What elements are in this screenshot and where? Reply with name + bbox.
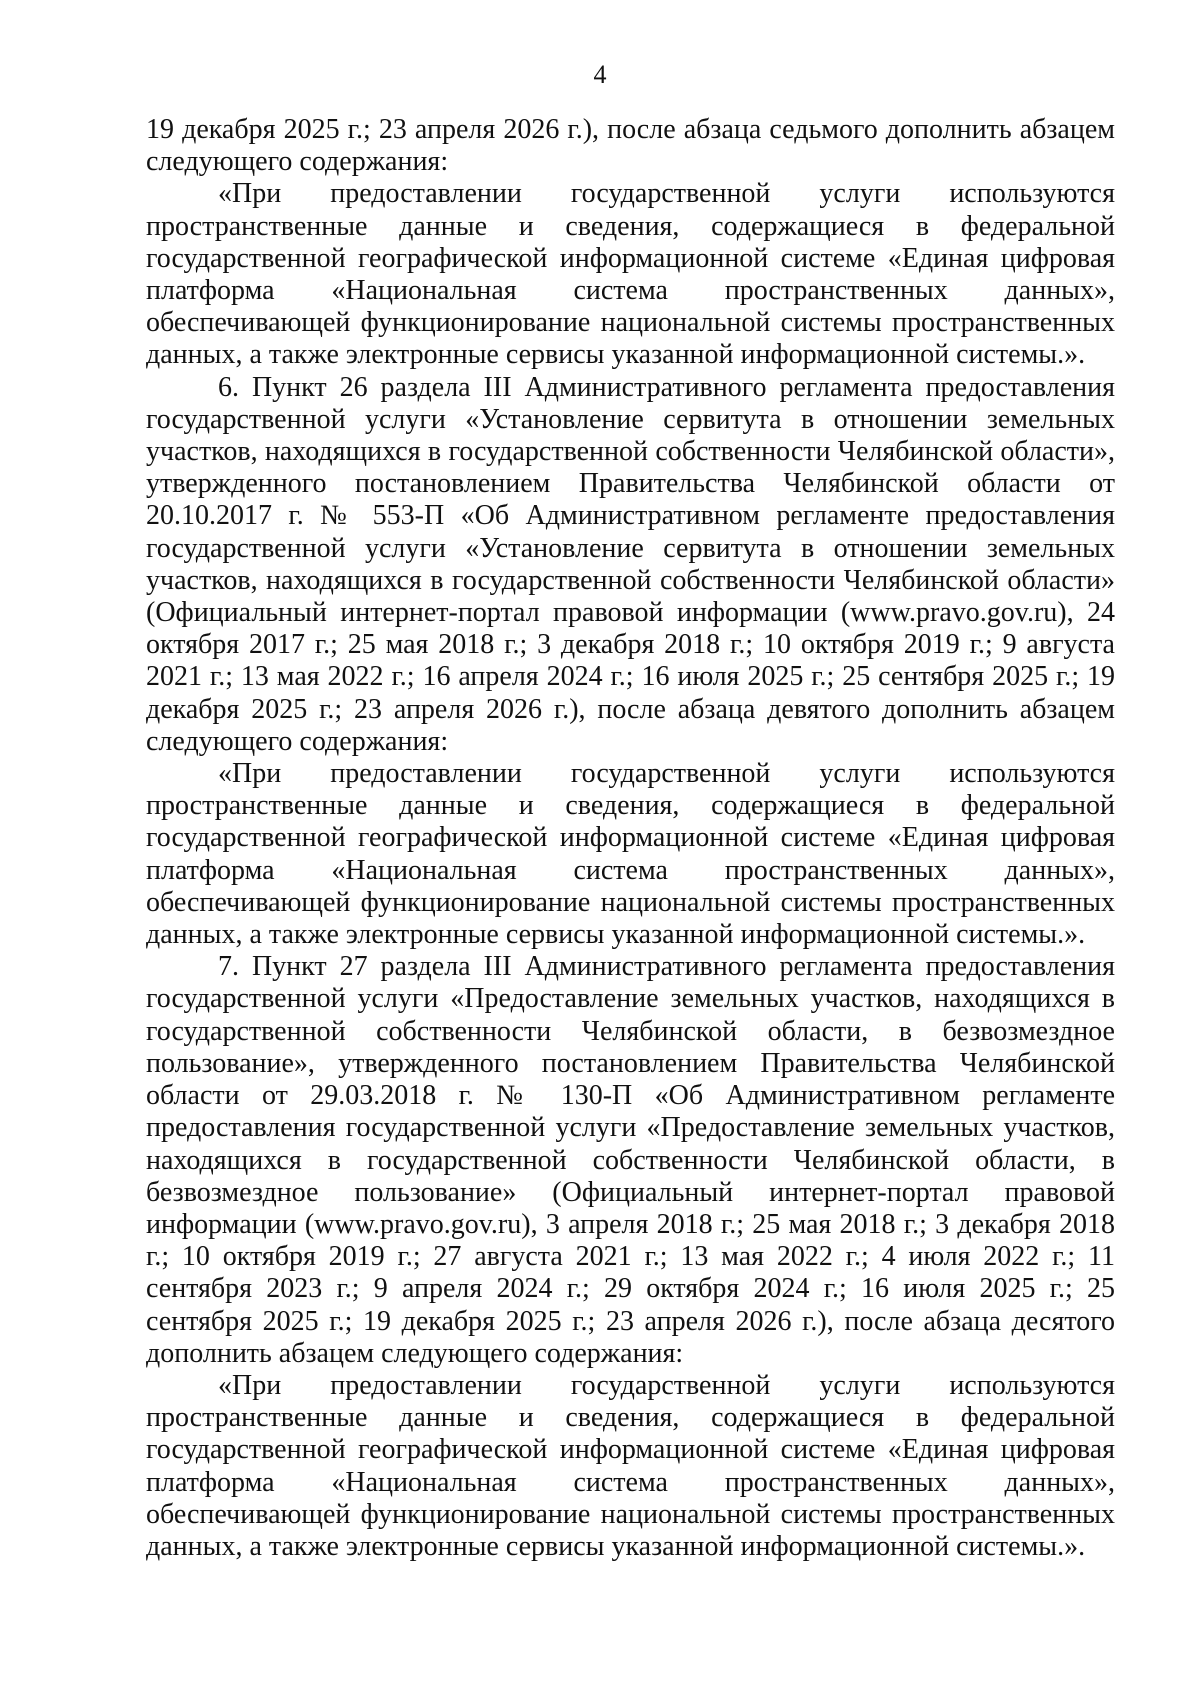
paragraph-item-7: 7. Пункт 27 раздела III Административного регламента предоставления государственной услуги «Предоставление земельных участков, находящихся в государственной собственности Челябинской области, в безвозмездное пользование», утвержденного постановлением Правительства Челябинской области от 29.03.2018 г. № 130-П «Об Административном регламенте предоставления государственной услуги «Предоставление земельных участков, находящихся в государственной собственности Челябинской области, в безвозмездное пользование» (Официальный интернет-портал правовой информации (www.pravo.gov.ru), 3 апреля 2018 г.; 25 мая 2018 г.; 3 декабря 2018 г.; 10 октября 2019 г.; 27 августа 2021 г.; 13 мая 2022 г.; 4 июля 2022 г.; 11 сентября 2023 г.; 9 апреля 2024 г.; 29 октября 2024 г.; 16 июля 2025 г.; 25 сентября 2025 г.; 19 декабря 2025 г.; 23 апреля 2026 г.), после абзаца десятого дополнить абзацем следующего содержания: — [146, 951, 1115, 1369]
page-number: 4 — [593, 60, 607, 89]
paragraph-quote-1: «При предоставлении государственной услуги используются пространственные данные и сведения, содержащиеся в федеральной государственной географической информационной системе «Единая цифровая платформа «Национальная система пространственных данных», обеспечивающей функционирование национальной системы пространственных данных, а также электронные сервисы указанной информационной системы.». — [146, 178, 1115, 371]
paragraph-item-6: 6. Пункт 26 раздела III Административного регламента предоставления государственной услуги «Установление сервитута в отношении земельных участков, находящихся в государственной собственности Челябинской области», утвержденного постановлением Правительства Челябинской области от 20.10.2017 г. № 553-П «Об Административном регламенте предоставления государственной услуги «Установление сервитута в отношении земельных участков, находящихся в государственной собственности Челябинской области» (Официальный интернет-портал правовой информации (www.pravo.gov.ru), 24 октября 2017 г.; 25 мая 2018 г.; 3 декабря 2018 г.; 10 октября 2019 г.; 9 августа 2021 г.; 13 мая 2022 г.; 16 апреля 2024 г.; 16 июля 2025 г.; 25 сентября 2025 г.; 19 декабря 2025 г.; 23 апреля 2026 г.), после абзаца девятого дополнить абзацем следующего содержания: — [146, 371, 1115, 757]
paragraph-quote-3: «При предоставлении государственной услуги используются пространственные данные и сведения, содержащиеся в федеральной государственной географической информационной системе «Единая цифровая платформа «Национальная система пространственных данных», обеспечивающей функционирование национальной системы пространственных данных, а также электронные сервисы указанной информационной системы.». — [146, 1369, 1115, 1562]
paragraph-quote-2: «При предоставлении государственной услуги используются пространственные данные и сведения, содержащиеся в федеральной государственной географической информационной системе «Единая цифровая платформа «Национальная система пространственных данных», обеспечивающей функционирование национальной системы пространственных данных, а также электронные сервисы указанной информационной системы.». — [146, 758, 1115, 951]
paragraph-continuation: 19 декабря 2025 г.; 23 апреля 2026 г.), после абзаца седьмого дополнить абзацем следующего содержания: — [146, 114, 1115, 178]
document-body — [146, 114, 1115, 1563]
